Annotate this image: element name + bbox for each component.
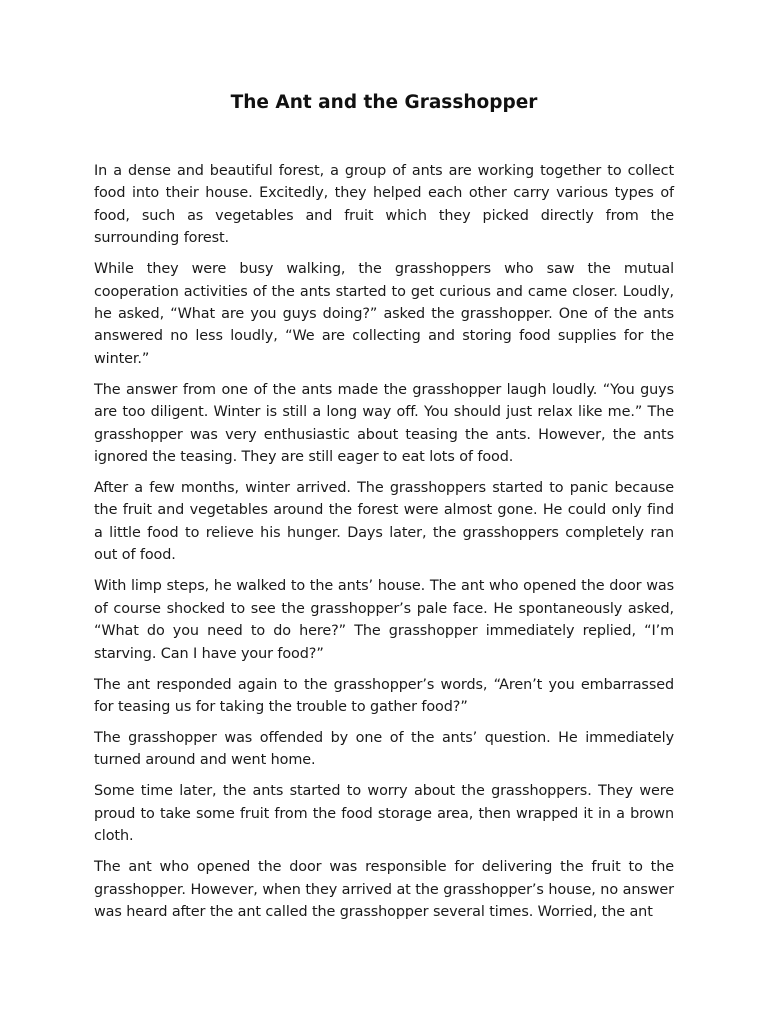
paragraph-7: The grasshopper was offended by one of the ants’ question. He immediately turned around and went home. (94, 729, 674, 769)
paragraph-6: The ant responded again to the grasshopper’s words, “Aren’t you embarrassed for teasing us for taking the trouble to gather food?” (94, 676, 674, 715)
document-title: The Ant and the Grasshopper (230, 92, 538, 113)
paragraph-2: While they were busy walking, the grasshoppers who saw the mutual cooperation activities of the ants started to get curious and came closer. Loudly, he asked, “What are you guys doing?” asked the grasshopper. One of the ants answered no less loudly, “We are collecting and storing food supplies for the winter.” (94, 261, 674, 367)
paragraph-9: The ant who opened the door was responsible for delivering the fruit to the grasshopper. However, when they arrived at the grasshopper’s house, no answer was heard after the ant called the grasshopper several times. Worried, the ant (94, 859, 674, 920)
paragraph-8: Some time later, the ants started to worry about the grasshoppers. They were proud to take some fruit from the food storage area, then wrapped it in a brown cloth. (94, 783, 674, 845)
document-body (94, 160, 674, 932)
paragraph-1: In a dense and beautiful forest, a group of ants are working together to collect food into their house. Excitedly, they helped each other carry various types of food, such as vegetables and fruit which they picked directly from the surrounding forest. (94, 163, 674, 247)
paragraph-3: The answer from one of the ants made the grasshopper laugh loudly. “You guys are too diligent. Winter is still a long way off. You should just relax like me.” The grasshopper was very enthusiastic about teasing the ants. However, the ants ignored the teasing. They are still eager to eat lots of food. (94, 381, 674, 466)
paragraph-4: After a few months, winter arrived. The grasshoppers started to panic because the fruit and vegetables around the forest were almost gone. He could only find a little food to relieve his hunger. Days later, the grasshoppers completely ran out of food. (94, 480, 674, 564)
paragraph-5: With limp steps, he walked to the ants’ house. The ant who opened the door was of course shocked to see the grasshopper’s pale face. He spontaneously asked, “What do you need to do here?” The grasshopper immediately replied, “I’m starving. Can I have your food?” (94, 578, 674, 662)
